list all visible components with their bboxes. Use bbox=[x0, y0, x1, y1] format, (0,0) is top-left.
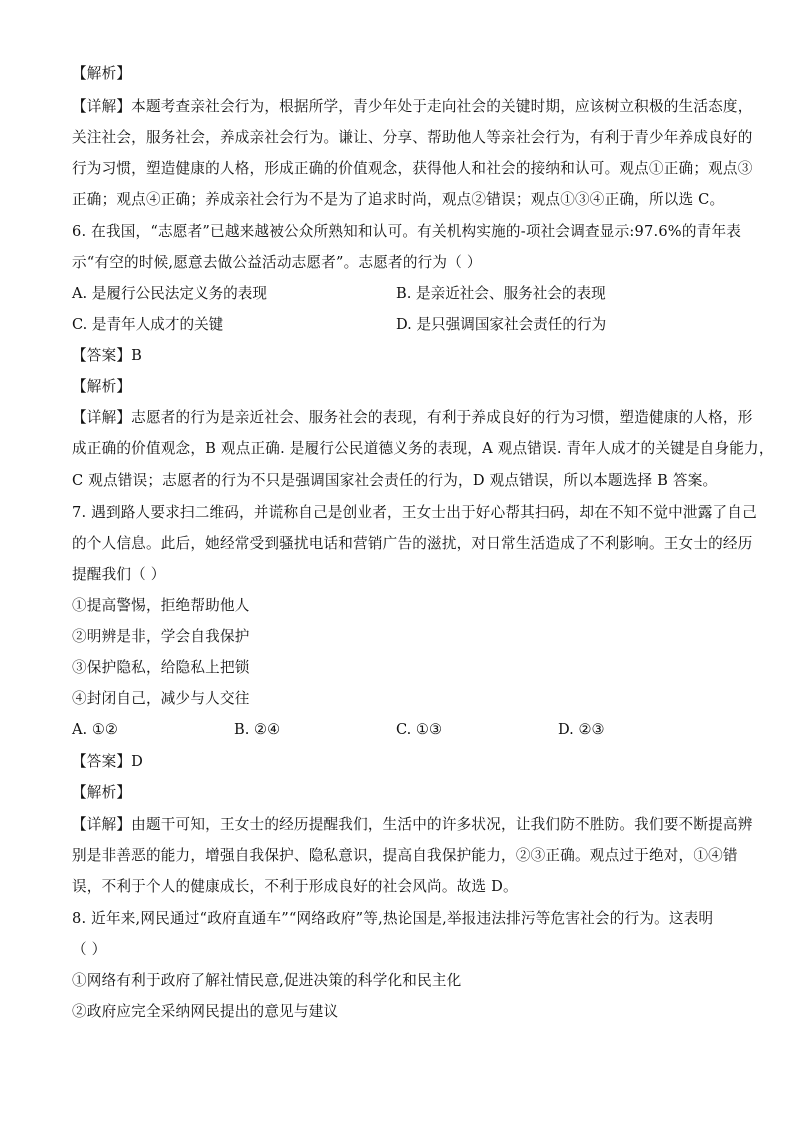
explanation-q7-line-2: 别是非善恶的能力，增强自我保护、隐私意识，提高自我保护能力，②③正确。观点过于绝对，①④错 bbox=[72, 847, 738, 864]
answer-q7: 【答案】D bbox=[72, 753, 144, 770]
q6-option-a: A. 是履行公民法定义务的表现 bbox=[72, 285, 267, 302]
question-8-line-2: （ ） bbox=[72, 941, 107, 958]
q6-option-b: B. 是亲近社会、服务社会的表现 bbox=[396, 285, 606, 302]
explanation-q5-line-2: 关注社会，服务社会，养成亲社会行为。谦让、分享、帮助他人等亲社会行为，有利于青少年养成良好的 bbox=[72, 129, 753, 146]
question-8-line-1: 8. 近年来,网民通过“政府直通车”“网络政府”等,热论国是,举报违法排污等危害社会的行为。这表明 bbox=[72, 910, 714, 927]
explanation-q6-line-3: C 观点错误；志愿者的行为不只是强调国家社会责任的行为，D 观点错误，所以本题选择 B 答案。 bbox=[72, 472, 718, 489]
q7-statement-4: ④封闭自己，减少与人交往 bbox=[72, 690, 250, 707]
q8-statement-1: ①网络有利于政府了解社情民意,促进决策的科学化和民主化 bbox=[72, 972, 462, 989]
q6-option-d: D. 是只强调国家社会责任的行为 bbox=[396, 316, 607, 333]
q7-statement-2: ②明辨是非，学会自我保护 bbox=[72, 628, 250, 645]
analysis-heading-q7: 【解析】 bbox=[72, 784, 132, 801]
question-7-line-3: 提醒我们（ ） bbox=[72, 566, 166, 583]
analysis-heading-q5: 【解析】 bbox=[72, 65, 132, 82]
q7-option-a: A. ①② bbox=[72, 721, 118, 738]
q7-statement-3: ③保护隐私，给隐私上把锁 bbox=[72, 659, 250, 676]
analysis-heading-q6: 【解析】 bbox=[72, 378, 132, 395]
explanation-q7-line-3: 误，不利于个人的健康成长，不利于形成良好的社会风尚。故选 D。 bbox=[72, 878, 518, 895]
explanation-q6-line-1: 【详解】志愿者的行为是亲近社会、服务社会的表现，有利于养成良好的行为习惯，塑造健康的人格，形 bbox=[72, 409, 753, 426]
q7-option-c: C. ①③ bbox=[396, 721, 443, 738]
explanation-q5-line-3: 行为习惯，塑造健康的人格，形成正确的价值观念，获得他人和社会的接纳和认可。观点①正确；观点③ bbox=[72, 160, 753, 177]
question-6-line-1: 6. 在我国，“志愿者”已越来越被公众所熟知和认可。有关机构实施的-项社会调查显示:97.6%的青年表 bbox=[72, 223, 742, 240]
explanation-q7-line-1: 【详解】由题干可知，王女士的经历提醒我们，生活中的许多状况，让我们防不胜防。我们要不断提高辨 bbox=[72, 816, 753, 833]
q7-option-b: B. ②④ bbox=[234, 721, 281, 738]
answer-q6: 【答案】B bbox=[72, 347, 143, 364]
explanation-q5-line-1: 【详解】本题考查亲社会行为，根据所学，青少年处于走向社会的关键时期，应该树立积极的生活态度， bbox=[72, 98, 753, 115]
explanation-q6-line-2: 成正确的价值观念，B 观点正确. 是履行公民道德义务的表现，A 观点错误. 青年人成才的关键是自身能力， bbox=[72, 440, 774, 457]
q8-statement-2: ②政府应完全采纳网民提出的意见与建议 bbox=[72, 1003, 339, 1020]
question-7-line-1: 7. 遇到路人要求扫二维码，并谎称自己是创业者，王女士出于好心帮其扫码，却在不知不觉中泄露了自己 bbox=[72, 504, 757, 521]
question-6-line-2: 示“有空的时候,愿意去做公益活动志愿者”。志愿者的行为（ ） bbox=[72, 254, 482, 271]
question-7-line-2: 的个人信息。此后，她经常受到骚扰电话和营销广告的滋扰，对日常生活造成了不利影响。王女士的经历 bbox=[72, 535, 753, 552]
q7-option-d: D. ②③ bbox=[558, 721, 605, 738]
explanation-q5-line-4: 正确；观点④正确；养成亲社会行为不是为了追求时尚，观点②错误；观点①③④正确，所以选 C。 bbox=[72, 191, 725, 208]
q7-statement-1: ①提高警惕，拒绝帮助他人 bbox=[72, 597, 250, 614]
q6-option-c: C. 是青年人成才的关键 bbox=[72, 316, 224, 333]
